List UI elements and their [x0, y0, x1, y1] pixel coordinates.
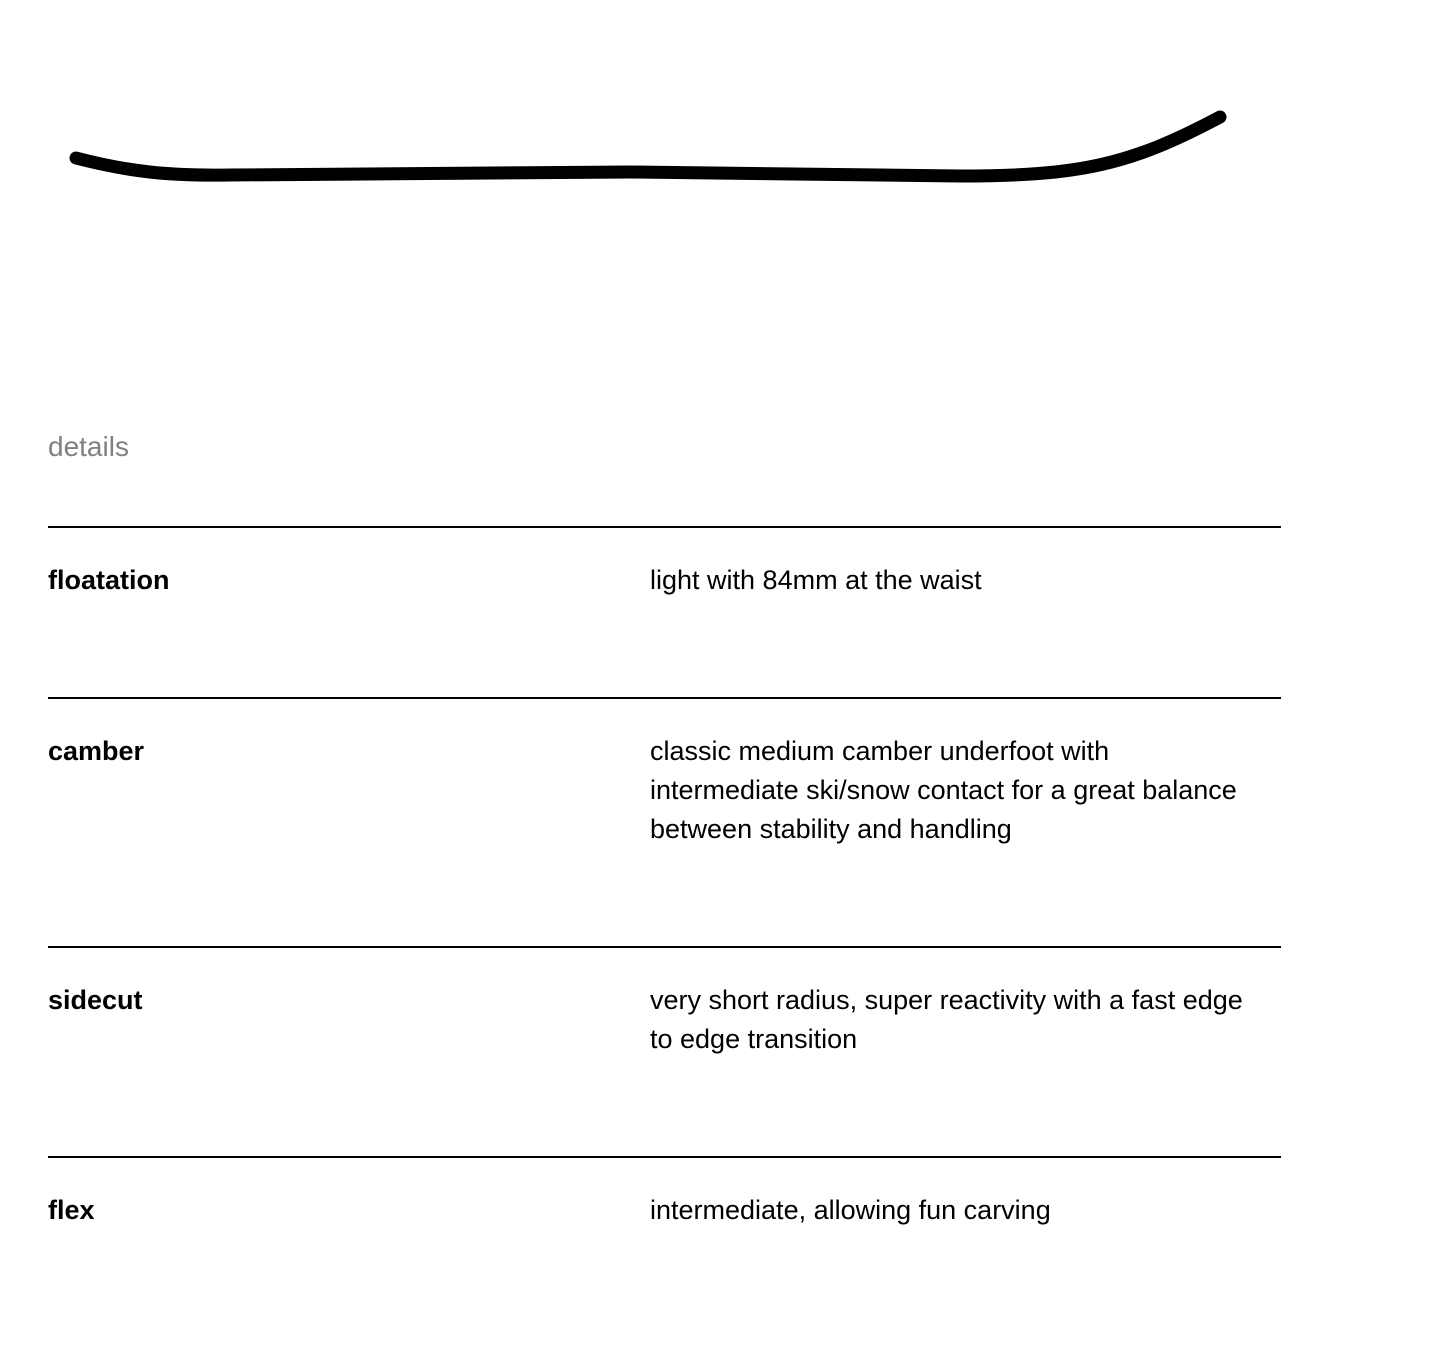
spec-name: floatation [48, 565, 170, 595]
spec-name: camber [48, 736, 145, 766]
spec-table [48, 526, 1281, 1336]
ski-camber-profile-icon [0, 0, 1456, 260]
details-heading: details [48, 431, 129, 462]
spec-value: very short radius, super reactivity with a fast edge to edge transition [650, 985, 1243, 1054]
spec-value: light with 84mm at the waist [650, 565, 982, 595]
spec-row-sidecut [48, 946, 1281, 1156]
spec-row-flex [48, 1156, 1281, 1336]
spec-name: flex [48, 1195, 95, 1225]
spec-name: sidecut [48, 985, 143, 1015]
spec-row-camber [48, 697, 1281, 946]
spec-value: intermediate, allowing fun carving [650, 1195, 1051, 1225]
spec-row-floatation [48, 526, 1281, 697]
spec-value: classic medium camber underfoot with intermediate ski/snow contact for a great balance between stability and handling [650, 736, 1237, 844]
